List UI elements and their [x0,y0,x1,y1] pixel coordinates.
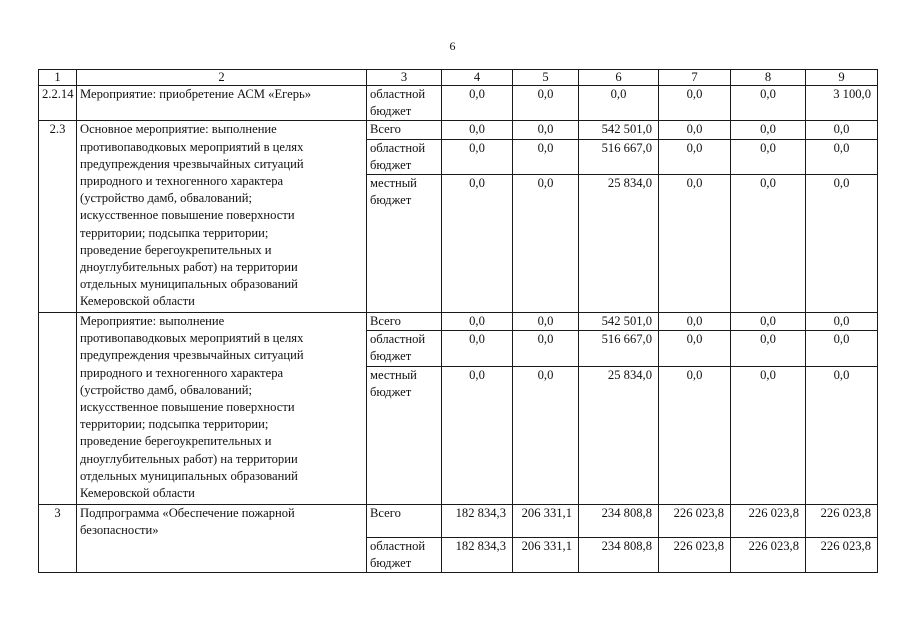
amount-cell: 25 834,0 [579,175,659,313]
description-line: дноуглубительных работ) на территории [80,260,298,275]
amount-cell: 0,0 [513,139,579,174]
amount-cell: 0,0 [731,121,806,139]
amount-cell: 226 023,8 [806,537,878,572]
amount-cell: 234 808,8 [579,537,659,572]
funding-source: Всего [367,504,442,537]
funding-source: областной бюджет [367,139,442,174]
amount-cell: 0,0 [806,175,878,313]
amount-cell: 182 834,3 [442,537,513,572]
amount-cell: 182 834,3 [442,504,513,537]
activity-description [77,504,367,572]
funding-source: местный бюджет [367,175,442,313]
amount-cell: 0,0 [513,121,579,139]
column-header: 9 [806,70,878,86]
column-header: 8 [731,70,806,86]
description-line: искусственное повышение поверхности [80,208,295,223]
amount-cell: 226 023,8 [731,504,806,537]
description-line: (устройство дамб, обвалований; [80,382,252,397]
column-header: 7 [659,70,731,86]
description-line: Основное мероприятие: выполнение [80,122,277,137]
amount-cell: 0,0 [442,121,513,139]
column-header: 4 [442,70,513,86]
amount-cell: 0,0 [513,331,579,366]
amount-cell: 0,0 [806,366,878,504]
amount-cell: 0,0 [579,86,659,121]
amount-cell: 0,0 [659,139,731,174]
funding-source: областной бюджет [367,86,442,121]
budget-table [38,69,878,573]
description-line: Кемеровской области [80,486,195,501]
amount-cell: 542 501,0 [579,313,659,331]
funding-source: Всего [367,313,442,331]
amount-cell: 0,0 [731,313,806,331]
amount-cell: 0,0 [659,121,731,139]
column-header: 3 [367,70,442,86]
amount-cell: 0,0 [659,313,731,331]
description-line: (устройство дамб, обвалований; [80,191,252,206]
funding-source: областной бюджет [367,537,442,572]
column-header: 2 [77,70,367,86]
description-line: Мероприятие: приобретение АСМ «Егерь» [80,87,312,101]
amount-cell: 0,0 [806,331,878,366]
amount-cell: 0,0 [513,175,579,313]
description-line: противопаводковых мероприятий в целях [80,139,304,154]
row-number: 2.2.14 [39,86,77,121]
amount-cell: 516 667,0 [579,331,659,366]
amount-cell: 3 100,0 [806,86,878,121]
table-row [39,121,878,139]
amount-cell: 0,0 [731,331,806,366]
description-line: природного и техногенного характера [80,174,284,189]
amount-cell: 25 834,0 [579,366,659,504]
amount-cell: 226 023,8 [659,537,731,572]
row-number: 3 [39,504,77,572]
page-number: 6 [449,39,456,53]
amount-cell: 0,0 [659,331,731,366]
description-line: Мероприятие: выполнение [80,314,225,329]
description-line: Подпрограмма «Обеспечение пожарной [80,505,295,520]
description-line: отдельных муниципальных образований [80,468,298,483]
amount-cell: 0,0 [731,366,806,504]
description-line: проведение берегоукрепительных и [80,242,272,257]
amount-cell: 0,0 [806,121,878,139]
activity-description [77,86,367,121]
amount-cell: 0,0 [731,175,806,313]
column-header: 6 [579,70,659,86]
row-number: 2.3 [39,121,77,313]
amount-cell: 0,0 [442,175,513,313]
funding-source: областной бюджет [367,331,442,366]
description-line: природного и техногенного характера [80,365,284,380]
column-number-header-row [39,70,878,86]
amount-cell: 0,0 [513,366,579,504]
description-line: предупреждения чрезвычайных ситуаций [80,156,304,171]
amount-cell: 0,0 [731,139,806,174]
amount-cell: 206 331,1 [513,537,579,572]
description-line: проведение берегоукрепительных и [80,434,272,449]
amount-cell: 0,0 [806,139,878,174]
amount-cell: 0,0 [442,366,513,504]
amount-cell: 0,0 [513,86,579,121]
activity-description [77,313,367,505]
amount-cell: 516 667,0 [579,139,659,174]
amount-cell: 0,0 [513,313,579,331]
amount-cell: 226 023,8 [731,537,806,572]
column-header: 5 [513,70,579,86]
description-line: территории; подсыпка территории; [80,225,269,240]
amount-cell: 0,0 [659,175,731,313]
description-line: Кемеровской области [80,294,195,309]
amount-cell: 0,0 [659,366,731,504]
amount-cell: 0,0 [806,313,878,331]
activity-description [77,121,367,313]
description-line: территории; подсыпка территории; [80,417,269,432]
amount-cell: 0,0 [442,139,513,174]
table-row [39,313,878,331]
amount-cell: 542 501,0 [579,121,659,139]
description-line: дноуглубительных работ) на территории [80,451,298,466]
description-line: безопасности» [80,522,159,537]
amount-cell: 0,0 [442,313,513,331]
funding-source: Всего [367,121,442,139]
funding-source: местный бюджет [367,366,442,504]
description-line: предупреждения чрезвычайных ситуаций [80,348,304,363]
amount-cell: 234 808,8 [579,504,659,537]
amount-cell: 0,0 [442,86,513,121]
amount-cell: 226 023,8 [806,504,878,537]
amount-cell: 206 331,1 [513,504,579,537]
description-line: противопаводковых мероприятий в целях [80,331,304,346]
amount-cell: 0,0 [731,86,806,121]
description-line: искусственное повышение поверхности [80,400,295,415]
row-number [39,313,77,505]
amount-cell: 0,0 [659,86,731,121]
description-line: отдельных муниципальных образований [80,277,298,292]
amount-cell: 0,0 [442,331,513,366]
table-row [39,86,878,121]
table-row [39,504,878,537]
amount-cell: 226 023,8 [659,504,731,537]
column-header: 1 [39,70,77,86]
